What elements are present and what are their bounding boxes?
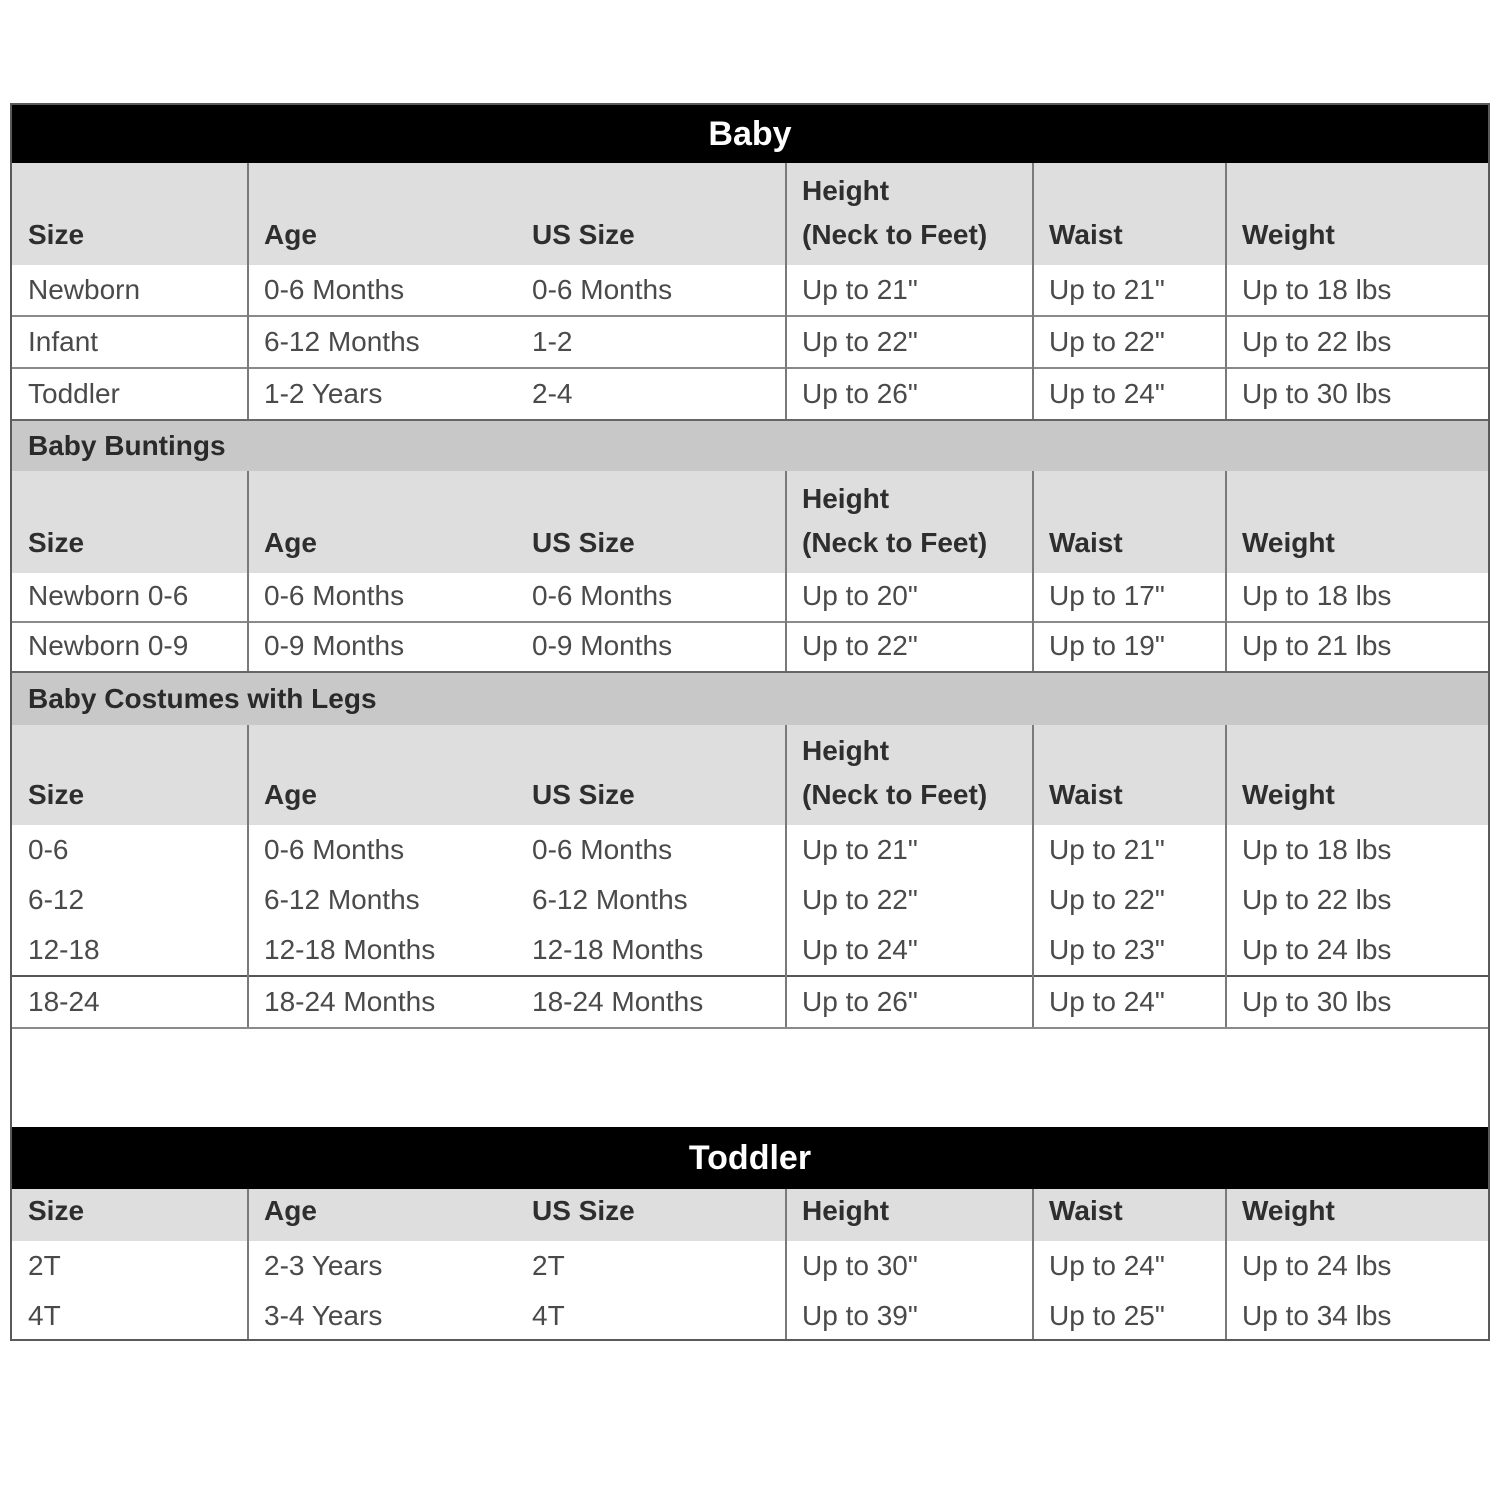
- cell-us-size: 18-24 Months: [532, 986, 704, 1017]
- header-height-line2: (Neck to Feet): [802, 527, 988, 558]
- table-row: [12, 825, 1488, 875]
- cell-waist: Up to 25": [1049, 1300, 1165, 1331]
- column-divider: [785, 471, 787, 671]
- cell-height: Up to 24": [802, 934, 918, 965]
- header-height: [786, 471, 1033, 573]
- cell-waist: Up to 19": [1049, 630, 1165, 661]
- cell-weight: Up to 24 lbs: [1242, 1250, 1392, 1281]
- header-size: Size: [28, 219, 85, 250]
- toddler-header-row: [12, 1189, 1488, 1241]
- table-row: [12, 369, 1488, 419]
- cell-weight: Up to 30 lbs: [1242, 378, 1392, 409]
- column-divider: [247, 163, 249, 419]
- cell-waist: Up to 24": [1049, 1250, 1165, 1281]
- header-height-line1: Height: [802, 735, 890, 766]
- cell-us-size: 0-9 Months: [532, 630, 673, 661]
- cell-height: Up to 20": [802, 580, 918, 611]
- cell-us-size: 0-6 Months: [532, 274, 673, 305]
- header-height: [786, 163, 1033, 265]
- table-row: [12, 925, 1488, 975]
- column-divider: [1225, 163, 1227, 419]
- column-divider: [247, 1189, 249, 1339]
- column-divider: [785, 1189, 787, 1339]
- size-chart: [10, 103, 1490, 1341]
- header-us-size: US Size: [532, 527, 635, 558]
- baby-title-bar: [12, 105, 1488, 163]
- header-waist: Waist: [1049, 779, 1123, 810]
- header-waist: Waist: [1049, 527, 1123, 558]
- header-size: Size: [28, 527, 85, 558]
- column-divider: [247, 725, 249, 1027]
- cell-us-size: 0-6 Months: [532, 834, 673, 865]
- cell-size: Infant: [28, 326, 99, 357]
- header-height-line2: (Neck to Feet): [802, 219, 988, 250]
- cell-waist: Up to 17": [1049, 580, 1165, 611]
- cell-size: 4T: [28, 1300, 61, 1331]
- column-divider: [785, 725, 787, 1027]
- cell-height: Up to 30": [802, 1250, 918, 1281]
- table-row: [12, 265, 1488, 315]
- table-row: [12, 1241, 1488, 1291]
- cell-size: 2T: [28, 1250, 61, 1281]
- cell-age: 0-6 Months: [264, 834, 405, 865]
- cell-age: 3-4 Years: [264, 1300, 383, 1331]
- cell-size: Newborn 0-6: [28, 580, 189, 611]
- cell-weight: Up to 18 lbs: [1242, 580, 1392, 611]
- cell-height: Up to 22": [802, 630, 918, 661]
- cell-waist: Up to 24": [1049, 986, 1165, 1017]
- cell-size: 6-12: [28, 884, 85, 915]
- section-legs: Baby Costumes with Legs: [12, 671, 1488, 725]
- cell-us-size: 0-6 Months: [532, 580, 673, 611]
- column-divider: [1225, 471, 1227, 671]
- header-weight: Weight: [1242, 219, 1335, 250]
- cell-age: 2-3 Years: [264, 1250, 383, 1281]
- section-buntings: Baby Buntings: [12, 419, 1488, 471]
- table-row: [12, 623, 1488, 671]
- spacer-area: [12, 1029, 1488, 1125]
- header-height: Height: [802, 1195, 890, 1226]
- cell-height: Up to 26": [802, 986, 918, 1017]
- cell-age: 0-9 Months: [264, 630, 405, 661]
- header-weight: Weight: [1242, 779, 1335, 810]
- table-row: [12, 977, 1488, 1027]
- table-row: [12, 875, 1488, 925]
- cell-age: 6-12 Months: [264, 326, 420, 357]
- cell-age: 0-6 Months: [264, 274, 405, 305]
- cell-weight: Up to 22 lbs: [1242, 326, 1392, 357]
- column-divider: [1225, 725, 1227, 1027]
- header-weight: Weight: [1242, 527, 1335, 558]
- cell-waist: Up to 23": [1049, 934, 1165, 965]
- cell-size: Newborn: [28, 274, 141, 305]
- header-us-size: US Size: [532, 219, 635, 250]
- header-age: Age: [264, 527, 317, 558]
- cell-age: 0-6 Months: [264, 580, 405, 611]
- toddler-title-bar: [12, 1127, 1488, 1189]
- cell-size: Toddler: [28, 378, 120, 409]
- cell-size: 12-18: [28, 934, 100, 965]
- cell-age: 12-18 Months: [264, 934, 436, 965]
- cell-us-size: 4T: [532, 1300, 565, 1331]
- cell-us-size: 6-12 Months: [532, 884, 688, 915]
- header-size: Size: [28, 779, 85, 810]
- cell-us-size: 2-4: [532, 378, 573, 409]
- column-divider: [785, 163, 787, 419]
- cell-size: 18-24: [28, 986, 100, 1017]
- column-divider: [1032, 725, 1034, 1027]
- cell-height: Up to 22": [802, 326, 918, 357]
- cell-height: Up to 21": [802, 274, 918, 305]
- cell-age: 1-2 Years: [264, 378, 383, 409]
- header-height-line1: Height: [802, 483, 890, 514]
- cell-waist: Up to 21": [1049, 274, 1165, 305]
- cell-age: 6-12 Months: [264, 884, 420, 915]
- cell-height: Up to 22": [802, 884, 918, 915]
- cell-waist: Up to 22": [1049, 884, 1165, 915]
- cell-weight: Up to 18 lbs: [1242, 274, 1392, 305]
- toddler-title: Toddler: [688, 1138, 812, 1177]
- buntings-header-row: [12, 471, 1488, 573]
- legs-header-row: [12, 725, 1488, 825]
- table-row: [12, 573, 1488, 621]
- cell-size: 0-6: [28, 834, 69, 865]
- table-row: [12, 1291, 1488, 1341]
- cell-weight: Up to 21 lbs: [1242, 630, 1392, 661]
- header-height: [786, 725, 1033, 825]
- baby-title: Baby: [708, 114, 792, 153]
- cell-size: Newborn 0-9: [28, 630, 189, 661]
- cell-weight: Up to 30 lbs: [1242, 986, 1392, 1017]
- header-waist: Waist: [1049, 219, 1123, 250]
- header-waist: Waist: [1049, 1195, 1123, 1226]
- cell-weight: Up to 18 lbs: [1242, 834, 1392, 865]
- cell-height: Up to 26": [802, 378, 918, 409]
- column-divider: [1032, 471, 1034, 671]
- column-divider: [247, 471, 249, 671]
- cell-weight: Up to 24 lbs: [1242, 934, 1392, 965]
- cell-waist: Up to 21": [1049, 834, 1165, 865]
- column-divider: [1225, 1189, 1227, 1339]
- column-divider: [1032, 1189, 1034, 1339]
- cell-age: 18-24 Months: [264, 986, 436, 1017]
- header-age: Age: [264, 779, 317, 810]
- header-us-size: US Size: [532, 779, 635, 810]
- cell-waist: Up to 22": [1049, 326, 1165, 357]
- cell-weight: Up to 22 lbs: [1242, 884, 1392, 915]
- header-height-line1: Height: [802, 175, 890, 206]
- cell-height: Up to 21": [802, 834, 918, 865]
- cell-height: Up to 39": [802, 1300, 918, 1331]
- header-size: Size: [28, 1195, 85, 1226]
- cell-weight: Up to 34 lbs: [1242, 1300, 1392, 1331]
- header-age: Age: [264, 1195, 317, 1226]
- cell-us-size: 1-2: [532, 326, 573, 357]
- cell-us-size: 12-18 Months: [532, 934, 704, 965]
- header-weight: Weight: [1242, 1195, 1335, 1226]
- header-height-line2: (Neck to Feet): [802, 779, 988, 810]
- cell-us-size: 2T: [532, 1250, 565, 1281]
- header-age: Age: [264, 219, 317, 250]
- table-row: [12, 317, 1488, 367]
- header-us-size: US Size: [532, 1195, 635, 1226]
- baby-header-row: [12, 163, 1488, 265]
- column-divider: [1032, 163, 1034, 419]
- cell-waist: Up to 24": [1049, 378, 1165, 409]
